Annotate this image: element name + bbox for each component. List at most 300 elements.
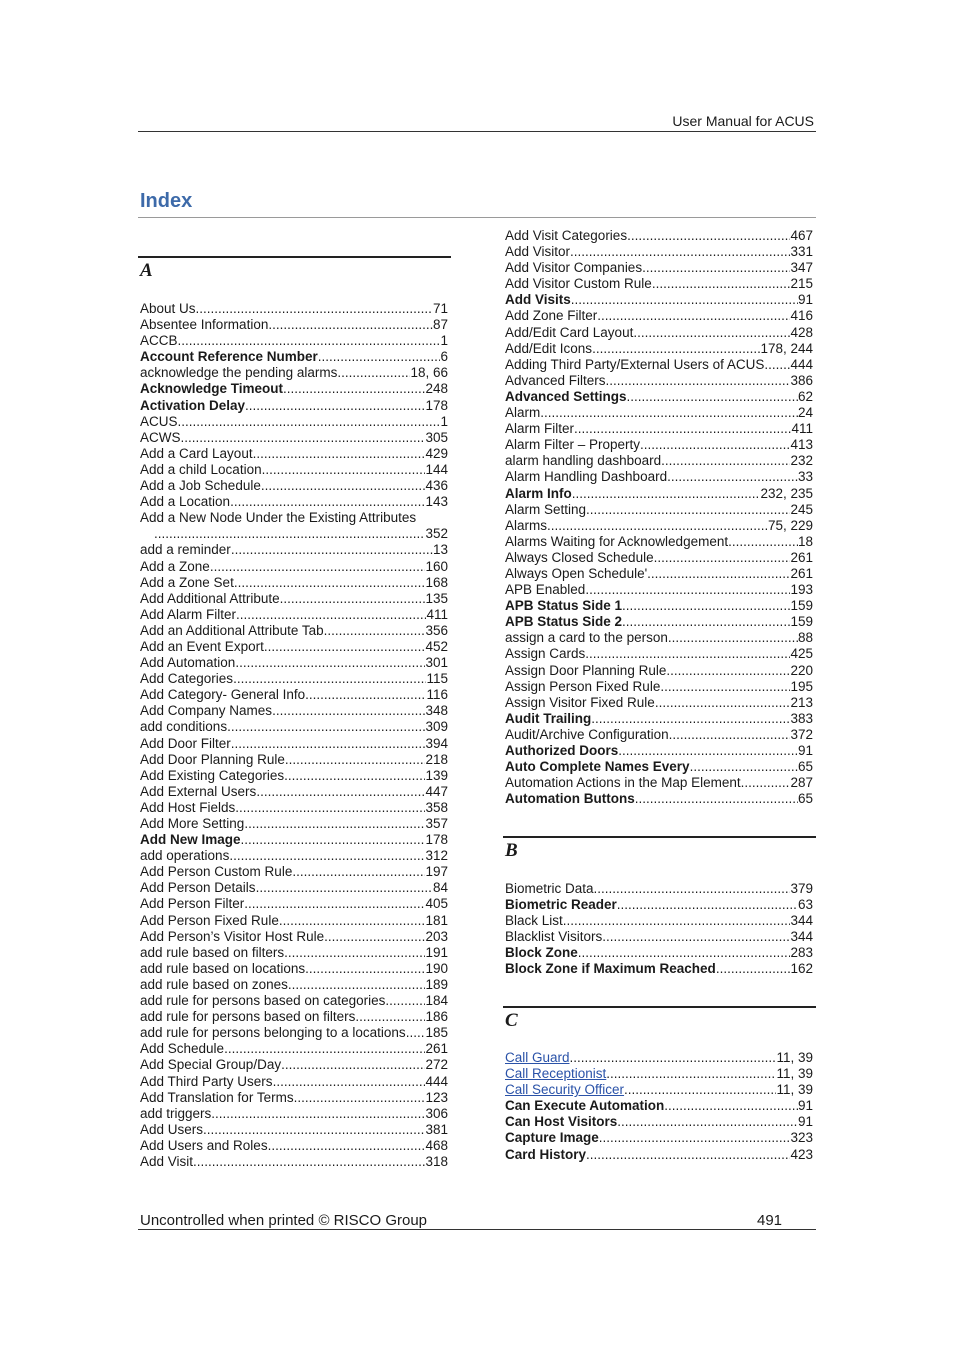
index-entry-term: About Us <box>140 301 196 316</box>
index-entry <box>505 727 813 743</box>
index-entry-pages: 24 <box>797 405 813 421</box>
index-entry-term: Add Person Fixed Rule <box>140 912 279 928</box>
index-entry-term: Authorized Doors <box>505 743 619 758</box>
dot-leader <box>285 752 426 768</box>
index-entry-pages: 444 <box>425 1073 448 1089</box>
index-entry <box>140 526 448 542</box>
index-entry-pages: 436 <box>425 478 448 494</box>
index-entry <box>505 881 813 897</box>
index-entry-pages: 413 <box>790 437 813 453</box>
dot-leader <box>652 276 791 292</box>
dot-leader <box>193 1154 425 1170</box>
index-entry-term: Add a New Node Under the Existing Attributes <box>140 510 417 526</box>
index-entry <box>140 317 448 333</box>
index-entry-term: Add Visitor <box>505 244 571 260</box>
dot-leader <box>617 897 798 913</box>
dot-leader <box>618 743 798 759</box>
index-entry-pages: 215 <box>790 276 813 292</box>
index-entry-term: Assign Door Planning Rule <box>505 662 667 678</box>
index-entry-term: Blacklist Visitors <box>505 929 603 945</box>
dot-leader <box>666 663 790 679</box>
dot-leader <box>261 478 426 494</box>
index-entry-pages: 357 <box>425 816 448 831</box>
dot-leader <box>245 398 425 414</box>
index-entry-term: ACUS <box>140 413 178 429</box>
index-entry-term: Advanced Filters <box>505 372 606 388</box>
index-entry <box>505 1114 813 1130</box>
index-entry-pages: 423 <box>790 1146 813 1162</box>
index-entry-pages: 261 <box>790 549 813 565</box>
index-entry <box>505 453 813 469</box>
index-entry-pages: 323 <box>790 1130 813 1146</box>
header-rule <box>138 131 816 132</box>
index-entry-term: Add a Card Layout <box>140 445 253 461</box>
index-entry <box>140 1122 448 1138</box>
index-entry-link[interactable]: Call Security Officer <box>505 1082 625 1098</box>
index-entry-term: Alarms <box>505 517 548 533</box>
index-entry-term: Add Special Group/Day <box>140 1057 282 1073</box>
index-entry-term: add rule for persons belonging to a locations <box>140 1025 406 1041</box>
index-entry-term: Block Zone if Maximum Reached <box>505 961 716 977</box>
index-list-b <box>505 881 813 978</box>
index-entry-term: ACCB <box>140 333 178 349</box>
index-entry-term: Alarms Waiting for Acknowledgement <box>505 533 729 549</box>
index-entry-pages: 18, 66 <box>410 365 448 381</box>
dot-leader <box>224 1041 425 1057</box>
index-entry-pages: 178 <box>425 397 448 413</box>
index-entry-pages: 185 <box>425 1025 448 1041</box>
dot-leader <box>585 646 790 662</box>
dot-leader <box>540 405 798 421</box>
dot-leader <box>272 703 425 719</box>
dot-leader <box>256 784 425 800</box>
index-entry-pages: 143 <box>425 494 448 510</box>
index-entry-term: Add a child Location <box>140 461 262 477</box>
index-entry <box>140 494 448 510</box>
index-entry-term: Capture Image <box>505 1130 599 1146</box>
index-entry-term: Can Execute Automation <box>505 1098 665 1114</box>
dot-leader <box>231 736 426 752</box>
index-entry-pages: 189 <box>425 976 448 992</box>
index-entry[interactable] <box>505 1050 813 1066</box>
index-entry-pages: 13 <box>432 542 448 558</box>
index-entry <box>140 1106 448 1122</box>
index-entry-term: Add Person’s Visitor Host Rule <box>140 928 325 944</box>
page-number: 491 <box>757 1212 783 1229</box>
index-entry-pages: 305 <box>425 429 448 445</box>
index-entry <box>505 614 813 630</box>
index-entry <box>140 1074 448 1090</box>
index-entry <box>505 598 813 614</box>
dot-leader <box>664 1098 798 1114</box>
dot-leader <box>203 1122 425 1138</box>
dot-leader <box>181 430 426 446</box>
index-entry-pages: 386 <box>790 372 813 388</box>
index-entry-pages: 11, 39 <box>776 1082 813 1098</box>
index-entry-term: Add Visitor Companies <box>505 260 643 276</box>
index-entry-pages: 191 <box>425 944 448 960</box>
index-entry-term: ACWS <box>140 429 181 445</box>
index-entry-term: Add a Job Schedule <box>140 478 261 494</box>
page-title: Index <box>140 190 193 212</box>
dot-leader <box>227 719 425 735</box>
index-entry-pages: 195 <box>790 678 813 694</box>
dot-leader <box>253 446 426 462</box>
index-entry <box>140 768 448 784</box>
index-entry[interactable] <box>505 1082 813 1098</box>
dot-leader <box>234 575 426 591</box>
index-entry <box>140 961 448 977</box>
index-entry <box>140 1041 448 1057</box>
index-entry-pages: 178 <box>425 832 448 848</box>
index-entry-term: Alarm Setting <box>505 501 587 517</box>
index-entry-term: Add Person Filter <box>140 896 245 912</box>
index-entry-term: add a reminder <box>140 542 231 558</box>
index-entry <box>505 759 813 775</box>
dot-leader <box>244 896 425 912</box>
index-entry-pages: 348 <box>425 703 448 719</box>
index-entry-term: Add/Edit Card Layout <box>505 324 634 340</box>
index-entry-pages: 1 <box>440 413 448 429</box>
index-entry-term: Add a Zone <box>140 558 210 574</box>
index-entry <box>140 414 448 430</box>
dot-leader <box>294 1090 426 1106</box>
section-letter-c: C <box>505 1010 518 1031</box>
index-entry-term: assign a card to the person <box>505 630 668 646</box>
dot-leader <box>627 228 790 244</box>
dot-leader <box>622 598 790 614</box>
index-entry-pages: 261 <box>790 565 813 581</box>
index-entry-pages: 452 <box>425 638 448 654</box>
index-entry <box>505 929 813 945</box>
dot-leader <box>279 913 426 929</box>
index-entry <box>505 961 813 977</box>
index-entry-term: Add New Image <box>140 832 241 848</box>
index-entry <box>505 582 813 598</box>
index-entry-pages: 139 <box>425 767 448 783</box>
index-entry-term: Add Door Filter <box>140 735 231 751</box>
index-entry-pages: 91 <box>797 1098 813 1114</box>
index-entry-pages: 193 <box>790 582 813 598</box>
index-entry <box>140 639 448 655</box>
index-entry-pages: 356 <box>425 622 448 638</box>
index-entry-term: Automation Buttons <box>505 791 635 807</box>
dot-leader <box>563 913 791 929</box>
index-entry-term: Add Additional Attribute <box>140 590 280 606</box>
index-entry-term: Can Host Visitors <box>505 1114 618 1130</box>
index-entry-term: Add External Users <box>140 783 257 799</box>
index-entry <box>140 896 448 912</box>
index-entry-term: add operations <box>140 848 230 864</box>
index-entry-term: Add Users and Roles <box>140 1137 268 1153</box>
index-entry-term: Add Automation <box>140 655 236 671</box>
index-entry <box>140 784 448 800</box>
dot-leader <box>324 623 426 639</box>
index-entry <box>140 1154 448 1170</box>
index-entry-pages: 309 <box>425 719 448 735</box>
index-entry <box>505 1098 813 1114</box>
index-entry-term: Add a Zone Set <box>140 574 234 590</box>
index-entry-term: Add Person Custom Rule <box>140 864 293 880</box>
index-entry <box>140 929 448 945</box>
dot-leader <box>585 582 790 598</box>
index-entry-pages: 358 <box>425 799 448 815</box>
index-entry-term: Add/Edit Icons <box>505 340 593 356</box>
index-entry-term: alarm handling dashboard <box>505 453 662 469</box>
index-entry <box>140 333 448 349</box>
index-entry <box>140 671 448 687</box>
dot-leader <box>305 961 425 977</box>
index-entry-link[interactable]: Call Guard <box>505 1050 570 1065</box>
index-entry <box>505 357 813 373</box>
index-entry <box>140 365 448 381</box>
index-entry-pages: 11, 39 <box>776 1050 813 1065</box>
index-entry <box>140 398 448 414</box>
index-entry-pages: 287 <box>790 775 813 791</box>
index-entry <box>505 518 813 534</box>
dot-leader <box>606 373 791 389</box>
index-entry <box>505 534 813 550</box>
index-entry-pages: 197 <box>425 864 448 880</box>
index-entry <box>140 880 448 896</box>
index-entry-pages: 447 <box>425 783 448 799</box>
index-entry <box>505 913 813 929</box>
section-rule-b <box>503 836 816 838</box>
index-entry <box>505 486 813 502</box>
index-entry-pages: 372 <box>790 726 813 742</box>
dot-leader <box>602 929 790 945</box>
index-entry <box>140 559 448 575</box>
index-entry <box>140 687 448 703</box>
index-entry <box>505 1130 813 1146</box>
section-letter-a: A <box>140 260 153 281</box>
index-entry-term: Add an Event Export <box>140 638 264 654</box>
index-entry <box>140 800 448 816</box>
section-rule-c <box>503 1006 816 1008</box>
index-entry <box>140 1090 448 1106</box>
index-entry-pages: 306 <box>425 1105 448 1121</box>
dot-leader <box>617 1114 798 1130</box>
index-entry <box>140 977 448 993</box>
dot-leader <box>640 437 790 453</box>
index-entry-term: Add Category- General Info <box>140 687 306 703</box>
index-entry-term: Biometric Data <box>505 881 594 896</box>
index-entry <box>140 848 448 864</box>
index-entry-term: Add Translation for Terms <box>140 1089 294 1105</box>
dot-leader <box>305 687 426 703</box>
index-entry-term: Add a Location <box>140 494 231 510</box>
index-entry <box>140 430 448 446</box>
index-entry <box>140 703 448 719</box>
index-entry-term: Acknowledge Timeout <box>140 381 284 397</box>
index-entry-pages: 283 <box>790 945 813 961</box>
index-entry-term: add rule based on locations <box>140 960 306 976</box>
index-entry-term: add rule based on filters <box>140 944 285 960</box>
dot-leader <box>690 759 798 775</box>
index-entry <box>140 349 448 365</box>
index-entry-pages: 88 <box>797 630 813 646</box>
index-entry <box>505 663 813 679</box>
dot-leader <box>211 1106 425 1122</box>
dot-leader <box>669 727 791 743</box>
index-entry-term: Black List <box>505 913 563 929</box>
index-entry <box>140 478 448 494</box>
dot-leader <box>235 655 425 671</box>
index-entry <box>140 832 448 848</box>
index-entry-pages: 405 <box>425 896 448 912</box>
index-entry-pages: 159 <box>790 598 813 614</box>
running-header: User Manual for ACUS <box>672 113 814 129</box>
index-entry <box>140 510 448 526</box>
index-entry-term: Always Closed Schedule <box>505 549 654 565</box>
index-entry-term: Add Person Details <box>140 880 256 896</box>
dot-leader <box>292 864 425 880</box>
index-entry-term: Add an Additional Attribute Tab <box>140 622 324 638</box>
index-entry <box>140 719 448 735</box>
dot-leader <box>256 880 433 896</box>
dot-leader <box>597 308 790 324</box>
dot-leader <box>178 414 441 430</box>
index-entry <box>505 292 813 308</box>
dot-leader <box>627 389 798 405</box>
dot-leader <box>571 292 798 308</box>
index-entry-pages: 428 <box>790 324 813 340</box>
index-entry-term: Alarm Filter – Property <box>505 437 641 453</box>
dot-leader <box>241 832 426 848</box>
index-entry-term: Alarm Filter <box>505 421 575 437</box>
index-entry-term: APB Enabled <box>505 582 586 598</box>
index-entry-pages: 394 <box>425 735 448 751</box>
dot-leader <box>210 559 426 575</box>
index-entry-term: add rule based on zones <box>140 976 288 992</box>
index-entry-pages: 245 <box>790 501 813 517</box>
dot-leader <box>647 566 790 582</box>
index-entry-pages: 220 <box>790 662 813 678</box>
index-entry-pages: 318 <box>425 1153 448 1169</box>
index-entry-term: Absentee Information <box>140 317 269 333</box>
index-entry <box>505 421 813 437</box>
index-entry-term: Automation Actions in the Map Element <box>505 775 741 791</box>
index-entry <box>505 502 813 518</box>
index-entry-term: Add Third Party Users <box>140 1073 273 1089</box>
index-entry-pages: 160 <box>425 558 448 574</box>
index-entry <box>505 260 813 276</box>
index-entry <box>140 655 448 671</box>
index-entry <box>505 276 813 292</box>
index-entry-pages: 347 <box>790 260 813 276</box>
index-entry-term: Assign Visitor Fixed Rule <box>505 694 655 710</box>
index-entry-pages: 232, 235 <box>760 485 813 501</box>
dot-leader <box>281 1057 425 1073</box>
dot-leader <box>599 1130 791 1146</box>
index-entry-term: Account Reference Number <box>140 349 318 365</box>
index-entry-term: Add Categories <box>140 671 234 687</box>
index-entry <box>505 341 813 357</box>
index-entry-term: Audit Trailing <box>505 710 592 726</box>
index-entry <box>505 711 813 727</box>
index-entry-term: APB Status Side 1 <box>505 598 623 614</box>
dot-leader <box>284 768 425 784</box>
index-entry <box>140 736 448 752</box>
dot-leader <box>196 301 433 317</box>
dot-leader <box>622 614 790 630</box>
index-entry-term: Auto Complete Names Every <box>505 759 690 775</box>
index-entry-pages: 213 <box>790 694 813 710</box>
index-entry <box>505 897 813 913</box>
dot-leader <box>178 333 441 349</box>
index-entry <box>505 630 813 646</box>
dot-leader <box>716 961 791 977</box>
dot-leader <box>283 381 425 397</box>
index-entry-link[interactable]: Call Receptionist <box>505 1066 607 1082</box>
dot-leader <box>268 1138 426 1154</box>
index-entry-term: APB Status Side 2 <box>505 614 623 630</box>
dot-leader <box>570 244 790 260</box>
dot-leader <box>570 1050 777 1066</box>
index-entry-pages: 425 <box>790 646 813 662</box>
dot-leader <box>594 881 791 897</box>
index-entry-pages: 186 <box>425 1009 448 1025</box>
index-entry-pages: 159 <box>790 614 813 630</box>
index-entry-term: add rule for persons based on categories <box>140 993 386 1009</box>
dot-leader <box>273 1074 426 1090</box>
dot-leader <box>244 816 425 832</box>
dot-leader <box>318 349 441 365</box>
index-entry-term: Assign Cards <box>505 646 586 662</box>
index-entry <box>505 389 813 405</box>
index-entry <box>505 405 813 421</box>
dot-leader <box>236 607 426 623</box>
index-entry-term: Alarm <box>505 405 541 421</box>
index-entry-term: Alarm Handling Dashboard <box>505 469 668 485</box>
index-entry-pages: 63 <box>797 897 813 913</box>
index-list-a-right <box>505 228 813 807</box>
dot-leader <box>572 486 761 502</box>
index-entry-pages: 184 <box>425 993 448 1009</box>
index-entry <box>505 325 813 341</box>
index-entry <box>140 591 448 607</box>
index-entry-term: Add Visit <box>140 1153 194 1169</box>
index-entry-pages: 416 <box>790 308 813 324</box>
index-entry-term: Assign Person Fixed Rule <box>505 678 661 694</box>
index-entry-pages: 272 <box>425 1057 448 1073</box>
index-entry-term: Add Alarm Filter <box>140 606 237 622</box>
dot-leader <box>586 502 790 518</box>
index-entry-pages: 248 <box>425 381 448 397</box>
dot-leader <box>280 591 426 607</box>
index-entry-pages: 344 <box>790 929 813 945</box>
dot-leader <box>635 791 798 807</box>
index-entry <box>505 228 813 244</box>
index-entry <box>140 623 448 639</box>
index-entry[interactable] <box>505 1066 813 1082</box>
dot-leader <box>667 469 798 485</box>
dot-leader <box>642 260 790 276</box>
dot-leader <box>268 317 433 333</box>
index-entry <box>140 993 448 1009</box>
index-entry-pages: 33 <box>797 469 813 485</box>
index-entry <box>505 695 813 711</box>
dot-leader <box>284 945 425 961</box>
index-entry-pages: 344 <box>790 913 813 929</box>
index-entry-pages: 71 <box>432 301 448 316</box>
dot-leader <box>606 1066 776 1082</box>
dot-leader <box>654 550 791 566</box>
index-entry <box>505 308 813 324</box>
footer-rule <box>138 1229 816 1230</box>
index-entry-pages: 444 <box>790 356 813 372</box>
index-entry-pages: 181 <box>425 912 448 928</box>
